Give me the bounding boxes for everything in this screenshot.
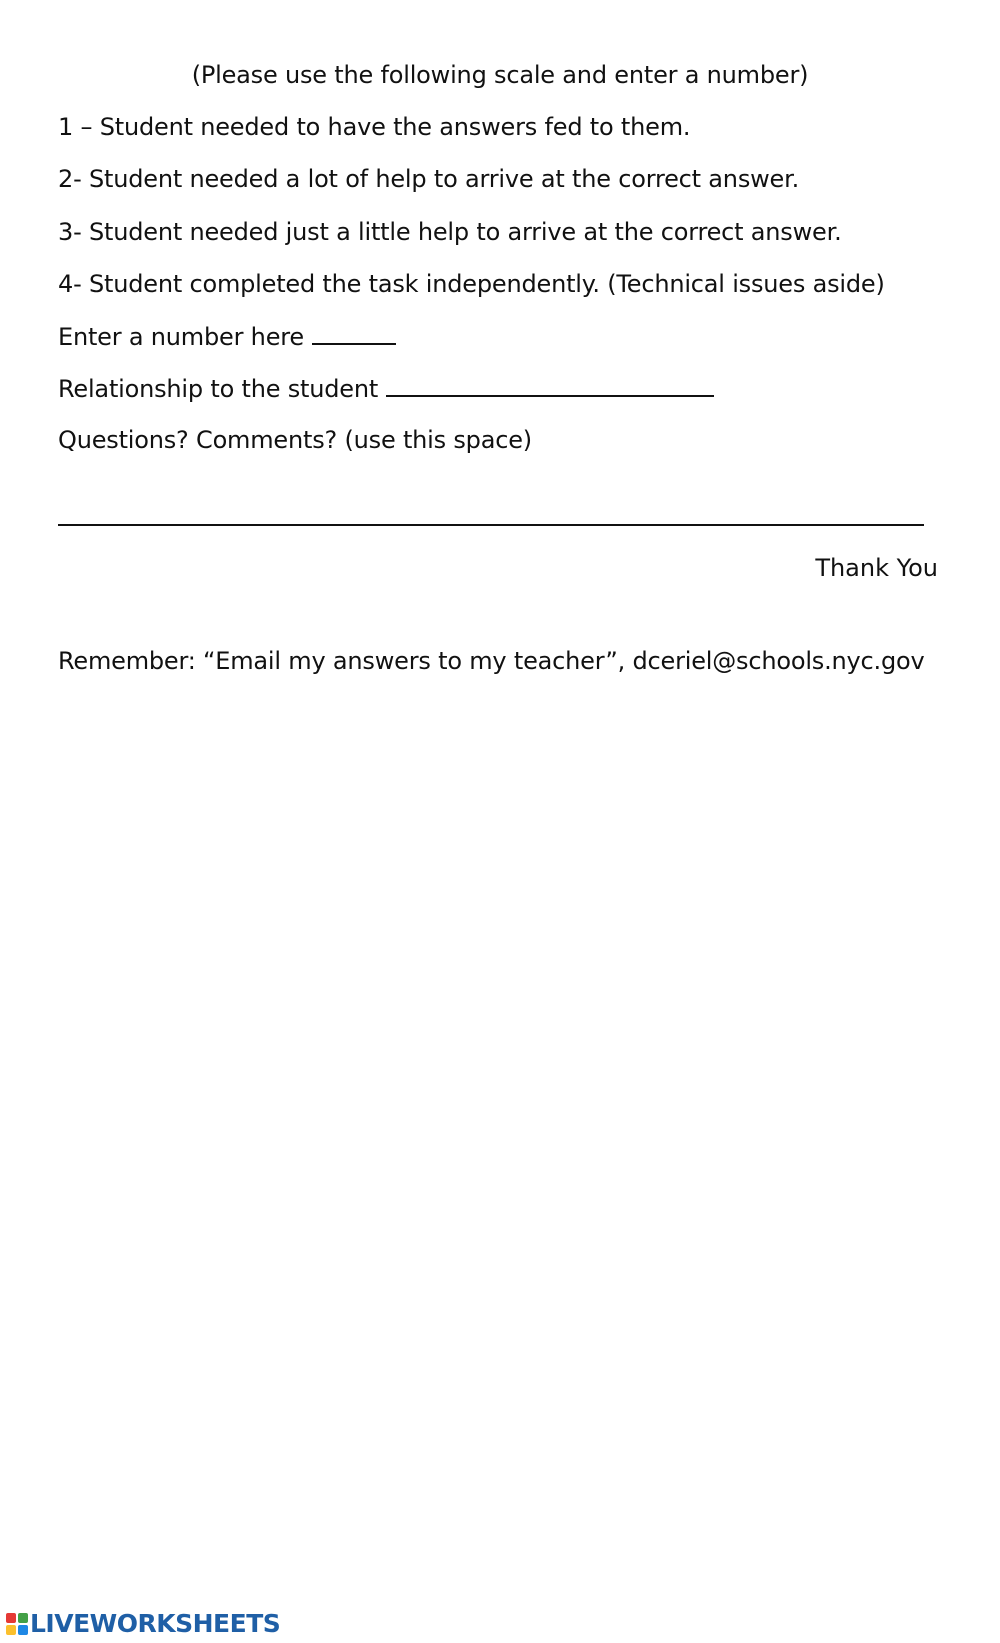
thank-you-text: Thank You [815,554,938,582]
number-entry-row [58,321,396,352]
relationship-label: Relationship to the student [58,375,379,403]
relationship-row [58,373,714,404]
scale-item-1: 1 – Student needed to have the answers fed to them. [58,113,691,141]
scale-item-2: 2- Student needed a lot of help to arrive at the correct answer. [58,165,800,193]
scale-item-4: 4- Student completed the task independently. (Technical issues aside) [58,270,885,298]
liveworksheets-brand-text: LIVEWORKSHEETS [30,1609,281,1638]
scale-instruction: (Please use the following scale and enter a number) [191,61,809,89]
liveworksheets-logo-icon [6,1613,28,1635]
comments-label: Questions? Comments? (use this space) [58,426,532,454]
scale-item-3: 3- Student needed just a little help to arrive at the correct answer. [58,218,842,246]
relationship-field[interactable] [386,373,714,397]
number-entry-label: Enter a number here [58,323,304,351]
comments-field[interactable] [58,524,924,526]
liveworksheets-logo [6,1611,280,1637]
reminder-text: Remember: “Email my answers to my teacher”, dceriel@schools.nyc.gov [58,647,925,675]
number-entry-field[interactable] [312,321,396,345]
